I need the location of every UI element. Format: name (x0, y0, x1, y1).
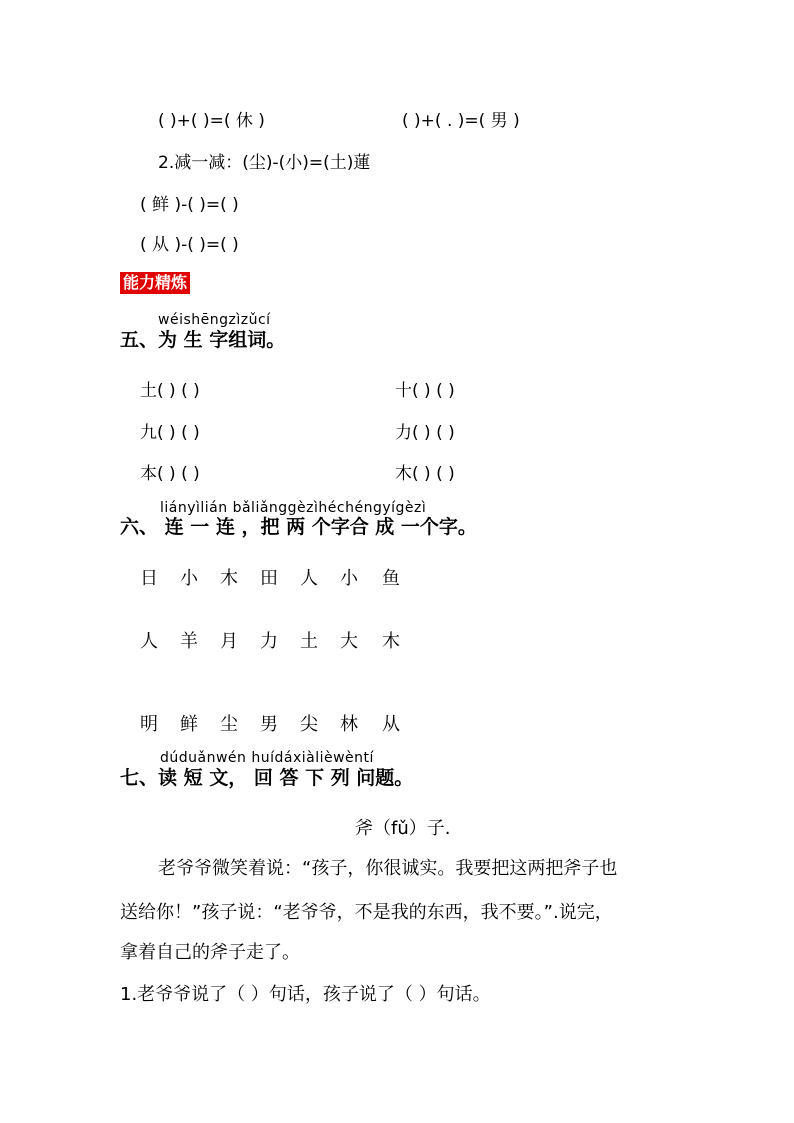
word-row-3-right: 木( ) ( ) (395, 464, 455, 484)
match-char[interactable]: 小 (180, 568, 198, 589)
compose-equation-left: ( )+( )=( 休 ) (158, 111, 265, 131)
match-char[interactable]: 田 (260, 568, 278, 589)
subtract-row-1: ( 鲜 )-( )=( ) (140, 195, 239, 215)
subtract-instruction: 2.减一减：(尘)-(小)=(土)蓮 (158, 153, 371, 173)
match-char[interactable]: 大 (340, 631, 358, 652)
match-char[interactable]: 小 (340, 568, 358, 589)
match-char[interactable]: 男 (260, 714, 278, 735)
match-char[interactable]: 日 (140, 568, 158, 589)
compose-equation-right: ( )+( . )=( 男 ) (402, 111, 520, 131)
word-row-1-right: 十( ) ( ) (395, 381, 455, 401)
section6-pinyin: liányìlián bǎliǎnggèzìhéchéngyígèzì (160, 500, 427, 516)
match-char[interactable]: 明 (140, 714, 158, 735)
subtract-row-2: ( 从 )-( )=( ) (140, 235, 239, 255)
match-char[interactable]: 从 (382, 714, 400, 735)
section5-pinyin: wéishēngzìzǔcí (158, 312, 271, 328)
word-row-2-right: 力( ) ( ) (395, 423, 455, 443)
match-char[interactable]: 木 (220, 568, 238, 589)
question-1: 1.老爷爷说了（ ）句话，孩子说了（ ）句话。 (120, 984, 491, 1005)
story-title: 斧（fǔ）子. (355, 818, 451, 839)
section7-pinyin: dúduǎnwén huídáxiàlièwèntí (160, 750, 374, 766)
match-char[interactable]: 木 (382, 631, 400, 652)
match-char[interactable]: 月 (220, 631, 238, 652)
match-char[interactable]: 人 (300, 568, 318, 589)
section5-title: 五、为 生 字组词。 (120, 329, 286, 351)
match-char[interactable]: 土 (300, 631, 318, 652)
section6-title: 六、 连 一 连 ，把 两 个字合 成 一个字。 (120, 516, 477, 538)
match-char[interactable]: 尘 (220, 714, 238, 735)
match-char[interactable]: 力 (260, 631, 278, 652)
match-char[interactable]: 人 (140, 631, 158, 652)
word-row-3-left: 本( ) ( ) (140, 464, 200, 484)
match-char[interactable]: 羊 (180, 631, 198, 652)
story-paragraph-line-3: 拿着自己的斧子走了。 (120, 942, 300, 963)
story-paragraph-line-2: 送给你！”孩子说：“老爷爷，不是我的东西，我不要。”.说完， (120, 902, 613, 923)
match-char[interactable]: 鲜 (180, 714, 198, 735)
ability-badge: 能力精炼 (120, 272, 190, 294)
story-paragraph-line-1: 老爷爷微笑着说：“孩子，你很诚实。我要把这两把斧子也 (158, 858, 618, 879)
match-char[interactable]: 林 (340, 714, 358, 735)
match-char[interactable]: 尖 (300, 714, 318, 735)
section7-title: 七、读 短 文， 回 答 下 列 问题。 (120, 767, 414, 789)
word-row-1-left: 土( ) ( ) (140, 381, 200, 401)
word-row-2-left: 九( ) ( ) (140, 423, 200, 443)
match-char[interactable]: 鱼 (382, 568, 400, 589)
